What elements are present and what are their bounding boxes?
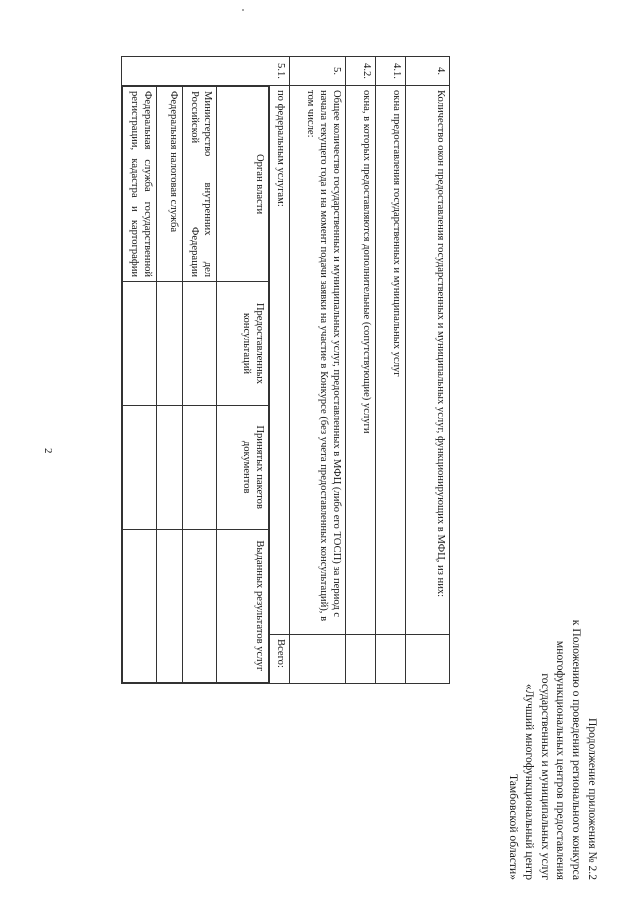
table-row xyxy=(376,57,406,684)
value-cell xyxy=(346,635,376,684)
authority-name: Федеральная налоговая служба xyxy=(157,87,183,282)
header-line: государственных и муниципальных услуг xyxy=(538,673,552,880)
row-text: Количество окон предоставления государственных и муниципальных услуг, функционирующих в МФЦ, из них: xyxy=(406,86,450,635)
column-header: Принятых пакетов документов xyxy=(217,405,269,529)
value-cell xyxy=(157,529,183,682)
value-cell xyxy=(376,635,406,684)
services-table xyxy=(122,86,269,683)
value-cell xyxy=(157,282,183,406)
value-cell xyxy=(406,635,450,684)
inner-row xyxy=(123,87,157,683)
inner-header-row xyxy=(217,87,269,683)
row-text: Общее количество государственных и муниципальных услуг, предоставленных в МФЦ (либо его ТОСП) за период с начала текущего года и на момент подачи заявки на участие в Конкурсе (без учета предоставленных консультаций), в том числе: xyxy=(290,86,346,635)
row-number: 5.1. xyxy=(122,57,290,86)
value-cell xyxy=(183,529,217,682)
table-row xyxy=(290,57,346,684)
value-cell xyxy=(183,405,217,529)
value-cell xyxy=(183,282,217,406)
value-cell xyxy=(290,635,346,684)
table-row xyxy=(346,57,376,684)
row-text: по федеральным услугам: xyxy=(270,86,290,635)
inner-row xyxy=(157,87,183,683)
total-label: Всего: xyxy=(270,635,290,684)
row-number: 5. xyxy=(290,57,346,86)
row-text: окна, в которых предоставляются дополнительные (сопутствующие) услуги xyxy=(346,86,376,635)
inner-row xyxy=(183,87,217,683)
value-cell xyxy=(123,529,157,682)
inner-table-cell xyxy=(122,86,270,684)
page-number: 2 xyxy=(42,448,54,454)
value-cell xyxy=(123,282,157,406)
header-line: «Лучший многофункциональный центр xyxy=(522,683,536,880)
column-header: Орган власти xyxy=(217,87,269,282)
row-text: окна предоставления государственных и муниципальных услуг xyxy=(376,86,406,635)
table-row xyxy=(122,57,270,684)
header-line: многофункциональных центров предоставления xyxy=(554,640,568,880)
table-row xyxy=(270,57,290,684)
row-number: 4. xyxy=(406,57,450,86)
value-cell xyxy=(123,405,157,529)
main-table xyxy=(121,56,450,684)
column-header: Предоставленных консультаций xyxy=(217,282,269,406)
value-cell xyxy=(157,405,183,529)
column-header: Выданных результатов услуг xyxy=(217,529,269,682)
header-line: к Положению о проведении регионального конкурса xyxy=(570,619,584,880)
appendix-header xyxy=(505,470,600,880)
table-row xyxy=(406,57,450,684)
row-number: 4.2. xyxy=(346,57,376,86)
authority-name: Министерство внутренних дел Российской Федерации xyxy=(183,87,217,282)
header-line: Продолжение приложения № 2.2 xyxy=(586,717,599,880)
row-number: 4.1. xyxy=(376,57,406,86)
header-line: Тамбовской области» xyxy=(507,773,521,880)
authority-name: Федеральная служба государственной регистрации, кадастра и картографии xyxy=(123,87,157,282)
